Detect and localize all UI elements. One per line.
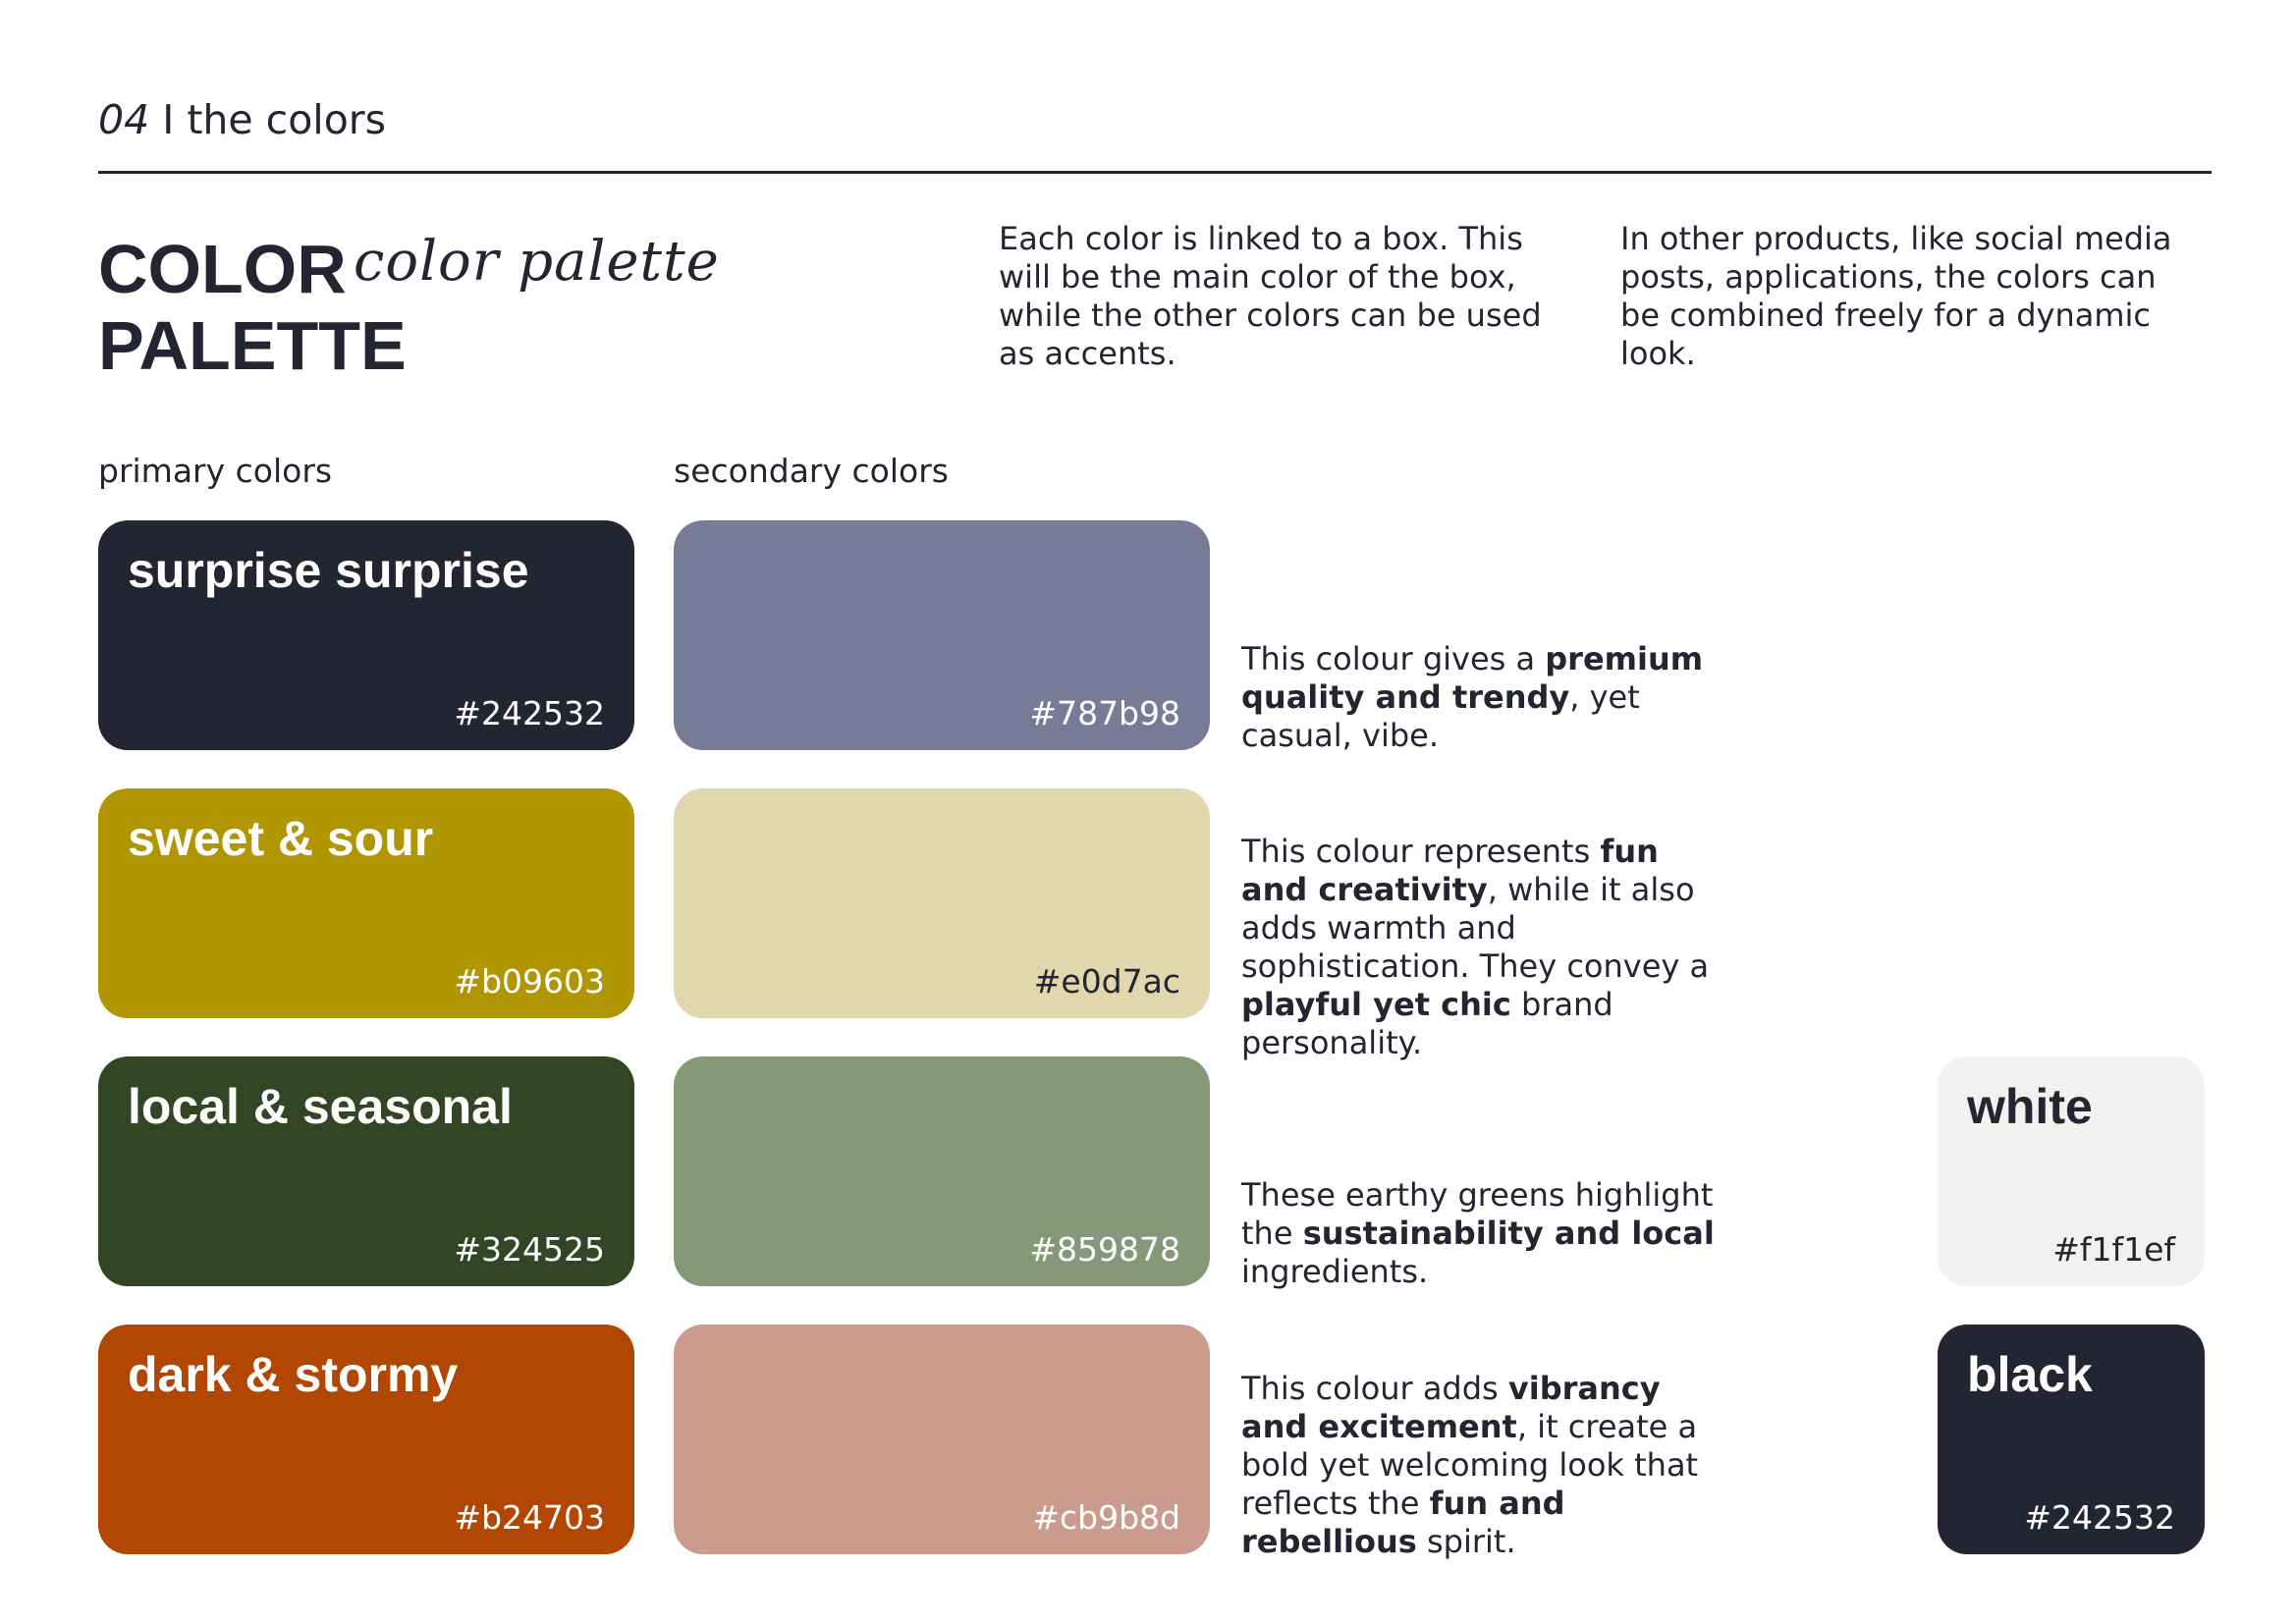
swatch-primary bbox=[98, 520, 634, 750]
color-description bbox=[1241, 1176, 1722, 1291]
swatch-neutral-black bbox=[1938, 1325, 2205, 1554]
intro-text-right: In other products, like social media posts, applications, the colors can be combined freely for a dynamic look. bbox=[1620, 220, 2172, 372]
description-text: , yet casual, vibe. bbox=[1241, 678, 1640, 754]
section-separator: I bbox=[162, 96, 175, 143]
description-text: , it create a bold yet welcoming look that reflects the bbox=[1241, 1408, 1699, 1522]
description-emphasis: fun and creativity bbox=[1241, 833, 1659, 908]
description-text: brand personality. bbox=[1241, 986, 1613, 1061]
description-emphasis: fun and rebellious bbox=[1241, 1485, 1565, 1560]
primary-colors-label: primary colors bbox=[98, 452, 333, 490]
description-emphasis: sustainability and local bbox=[1302, 1215, 1715, 1252]
script-subtitle: color palette bbox=[354, 230, 720, 294]
page-title-line1: COLOR bbox=[98, 231, 347, 307]
section-label bbox=[98, 96, 386, 143]
swatch-hex: #787b98 bbox=[1029, 694, 1180, 732]
swatch-hex: #324525 bbox=[454, 1230, 605, 1269]
swatch-hex: #b09603 bbox=[454, 962, 605, 1001]
swatch-name: black bbox=[1967, 1347, 2093, 1402]
description-text: spirit. bbox=[1416, 1523, 1516, 1560]
description-emphasis: premium quality and trendy bbox=[1241, 640, 1704, 716]
swatch-hex: #242532 bbox=[454, 694, 605, 732]
swatch-name: surprise surprise bbox=[128, 543, 529, 598]
page-title-line2: PALETTE bbox=[98, 307, 407, 384]
swatch-name: sweet & sour bbox=[128, 811, 434, 866]
section-number: 04 bbox=[98, 96, 150, 143]
description-text: , while it also adds warmth and sophistication. They convey a bbox=[1241, 871, 1710, 985]
section-title: the colors bbox=[187, 96, 386, 143]
swatch-hex: #f1f1ef bbox=[2052, 1230, 2175, 1269]
swatch-secondary bbox=[674, 788, 1210, 1018]
swatch-name: local & seasonal bbox=[128, 1079, 513, 1134]
header-divider bbox=[98, 171, 2212, 174]
swatch-primary bbox=[98, 1325, 634, 1554]
swatch-hex: #b24703 bbox=[454, 1498, 605, 1537]
swatch-primary bbox=[98, 1056, 634, 1286]
description-emphasis: vibrancy and excitement bbox=[1241, 1370, 1661, 1445]
description-emphasis: playful yet chic bbox=[1241, 986, 1511, 1023]
swatch-secondary bbox=[674, 1056, 1210, 1286]
secondary-colors-label: secondary colors bbox=[674, 452, 949, 490]
swatch-neutral-white bbox=[1938, 1056, 2205, 1286]
swatch-name: dark & stormy bbox=[128, 1347, 459, 1402]
description-text: These earthy greens highlight the bbox=[1241, 1176, 1714, 1252]
color-description bbox=[1241, 1370, 1722, 1561]
color-description bbox=[1241, 833, 1722, 1062]
description-text: This colour gives a bbox=[1241, 640, 1546, 677]
swatch-primary bbox=[98, 788, 634, 1018]
swatch-name: white bbox=[1967, 1079, 2093, 1134]
description-text: This colour represents bbox=[1241, 833, 1601, 870]
description-text: This colour adds bbox=[1241, 1370, 1508, 1407]
swatch-hex: #cb9b8d bbox=[1032, 1498, 1180, 1537]
intro-text-left: Each color is linked to a box. This will be the main color of the box, while the other colors can be used as accents. bbox=[999, 220, 1542, 372]
swatch-hex: #e0d7ac bbox=[1033, 962, 1180, 1001]
swatch-secondary bbox=[674, 520, 1210, 750]
swatch-hex: #859878 bbox=[1029, 1230, 1180, 1269]
color-description bbox=[1241, 640, 1722, 755]
description-text: ingredients. bbox=[1241, 1253, 1429, 1290]
swatch-secondary bbox=[674, 1325, 1210, 1554]
swatch-hex: #242532 bbox=[2024, 1498, 2175, 1537]
